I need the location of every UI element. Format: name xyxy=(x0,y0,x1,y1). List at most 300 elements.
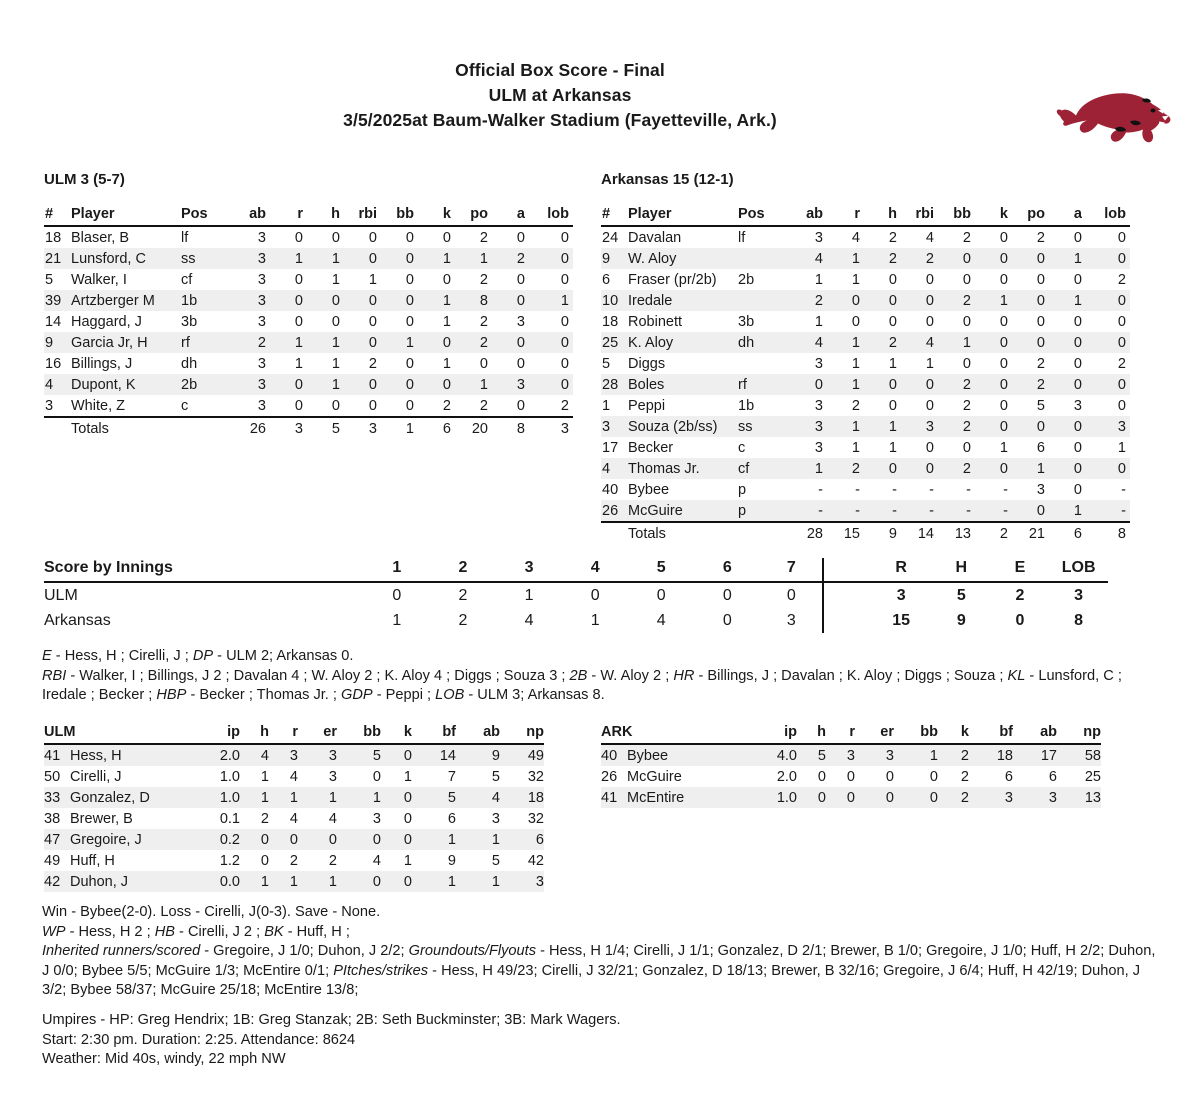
totals-rbi: 14 xyxy=(901,522,938,545)
row-r: 1 xyxy=(827,416,864,437)
row-h: 5 xyxy=(797,744,826,766)
row-ab: 0 xyxy=(790,374,827,395)
row-h: 0 xyxy=(817,768,826,785)
row-k: 0 xyxy=(381,829,412,850)
totals-h: 9 xyxy=(864,522,901,545)
row-ab: 1 xyxy=(790,458,827,479)
row-rbi: 0 xyxy=(925,397,934,414)
col-bf: bf xyxy=(969,723,1013,744)
row-bb: 1 xyxy=(381,332,418,353)
inning-5-runs: 0 xyxy=(656,586,666,604)
table-row xyxy=(601,248,1130,269)
notes-2b-values: - W. Aloy 2 ; xyxy=(587,667,674,684)
table-row xyxy=(601,458,1130,479)
row-po: 5 xyxy=(1036,397,1045,414)
table-row xyxy=(601,332,1130,353)
row-ab: 3 xyxy=(233,248,270,269)
row-ab: 4 xyxy=(456,787,500,808)
row-number: 41 xyxy=(44,744,70,766)
row-player: Fraser (pr/2b) xyxy=(628,271,717,288)
row-lob: 0 xyxy=(1086,290,1130,311)
row-number: 50 xyxy=(44,768,61,785)
row-k: 2 xyxy=(442,397,451,414)
row-player: Iredale xyxy=(628,290,732,311)
row-number: 10 xyxy=(601,290,628,311)
row-np: 42 xyxy=(527,852,544,869)
totals-k: 6 xyxy=(418,417,455,440)
row-ip: 2.0 xyxy=(776,768,797,785)
col-ip: ip xyxy=(757,723,797,744)
row-a: 0 xyxy=(516,397,525,414)
row-h: 0 xyxy=(864,374,901,395)
row-bb: 2 xyxy=(962,397,971,414)
col-bb: bb xyxy=(894,723,938,744)
row-k: 0 xyxy=(418,374,455,395)
row-bb: 0 xyxy=(962,313,971,330)
row-a: 0 xyxy=(492,332,529,353)
arkansas-team-heading: Arkansas 15 (12-1) xyxy=(601,171,734,188)
row-number: 6 xyxy=(602,271,611,288)
row-bb: 0 xyxy=(381,374,418,395)
row-player: Bybee xyxy=(628,481,670,498)
row-bb: 0 xyxy=(962,271,971,288)
row-player: Garcia Jr, H xyxy=(71,332,175,353)
inning-2-runs: 2 xyxy=(458,611,468,629)
table-header-row xyxy=(44,205,573,226)
row-bf: 1 xyxy=(412,829,456,850)
total-hits: 9 xyxy=(956,611,966,629)
row-a: 3 xyxy=(516,313,525,330)
row-r: 0 xyxy=(294,229,303,246)
row-position: rf xyxy=(175,332,233,353)
col-inning-5: 5 xyxy=(628,558,694,582)
row-bb: 2 xyxy=(938,290,975,311)
row-k: 1 xyxy=(418,248,455,269)
col-ab: ab xyxy=(790,205,827,226)
col-runs: R xyxy=(823,558,932,582)
table-row xyxy=(601,353,1130,374)
row-lob: 2 xyxy=(1117,271,1126,288)
row-rbi: 0 xyxy=(368,313,377,330)
wp-hb-bk-line xyxy=(42,923,1157,943)
totals-blank xyxy=(44,417,71,440)
row-po: 2 xyxy=(479,313,488,330)
row-number: 4 xyxy=(44,374,71,395)
row-player: Boles xyxy=(628,374,732,395)
row-pitcher: Gregoire, J xyxy=(70,829,200,850)
row-rbi: - xyxy=(901,500,938,522)
ulm-batting-table xyxy=(44,205,573,440)
row-lob: 1 xyxy=(1117,439,1126,456)
col-inning-6: 6 xyxy=(694,558,760,582)
row-pitcher: Huff, H xyxy=(70,852,115,869)
row-number: 40 xyxy=(601,744,627,766)
row-rbi: 0 xyxy=(925,271,934,288)
row-k: 0 xyxy=(975,248,1012,269)
table-row xyxy=(601,226,1130,248)
col-h: h xyxy=(240,723,269,744)
row-r: - xyxy=(855,481,860,498)
totals-k: 2 xyxy=(975,522,1012,545)
totals-a: 6 xyxy=(1049,522,1086,545)
row-po: 2 xyxy=(479,271,488,288)
row-player: Davalan xyxy=(628,229,682,246)
row-h: 2 xyxy=(864,332,901,353)
row-r: 1 xyxy=(827,332,864,353)
row-player: Dupont, K xyxy=(71,374,175,395)
score-by-innings-table xyxy=(44,558,1108,633)
row-r: 3 xyxy=(269,744,298,766)
row-lob: - xyxy=(1121,481,1126,498)
row-np: 49 xyxy=(500,744,544,766)
col-np: np xyxy=(1057,723,1101,744)
notes-lob-values: - ULM 3; Arkansas 8. xyxy=(464,687,605,703)
row-player: Diggs xyxy=(628,355,666,372)
row-position: 2b xyxy=(175,374,233,395)
row-h: 1 xyxy=(307,332,344,353)
row-number: 33 xyxy=(44,787,70,808)
row-ab: 3 xyxy=(257,271,266,288)
row-h: 1 xyxy=(331,271,340,288)
innings-row xyxy=(44,608,1108,633)
col-bb: bb xyxy=(337,723,381,744)
row-number: 18 xyxy=(45,229,62,246)
label-e: E xyxy=(42,648,52,664)
col-po: po xyxy=(1012,205,1049,226)
row-player: Walker, I xyxy=(71,271,127,288)
row-number: 17 xyxy=(602,439,619,456)
row-rbi: 0 xyxy=(344,374,381,395)
groundouts-values: - Hess, H 1/4; Cirelli, J 1/1; Gonzalez, D 2/1; Brewer, B 1/0; Gregoire, J 1/0; Huff, H 2/2; Duhon, J 0/0; Bybee 5/5; McGuire 1/3; McEntire 0/1; xyxy=(42,943,1156,979)
inning-2-runs: 2 xyxy=(458,586,468,604)
row-rbi: 0 xyxy=(901,374,938,395)
row-position: p xyxy=(738,481,747,498)
row-rbi: 0 xyxy=(344,248,381,269)
totals-label: Totals xyxy=(71,417,175,440)
row-a: 3 xyxy=(1073,397,1082,414)
row-po: 1 xyxy=(455,374,492,395)
title-line-3: 3/5/2025at Baum-Walker Stadium (Fayetteville, Ark.) xyxy=(343,110,777,130)
table-row xyxy=(601,374,1130,395)
label-rbi: RBI xyxy=(42,667,67,684)
row-rbi: 1 xyxy=(368,271,377,288)
col-r: r xyxy=(826,723,855,744)
row-ab: - xyxy=(790,500,827,522)
table-row xyxy=(44,332,573,353)
game-info xyxy=(42,1011,1157,1070)
table-row xyxy=(44,808,544,829)
label-wp: WP xyxy=(42,923,66,940)
row-k: 0 xyxy=(403,810,412,827)
row-pitcher: McGuire xyxy=(627,768,682,785)
col-player: Player xyxy=(71,205,175,226)
col-h: h xyxy=(307,205,344,226)
row-bb: 2 xyxy=(938,458,975,479)
label-kl: KL xyxy=(1007,667,1026,684)
row-k: 1 xyxy=(442,355,451,372)
row-bb: 1 xyxy=(337,787,381,808)
row-ab: 9 xyxy=(456,744,500,766)
row-position: rf xyxy=(732,374,790,395)
row-h: 1 xyxy=(888,439,897,456)
row-ip: 4.0 xyxy=(757,744,797,766)
totals-row xyxy=(44,417,573,440)
col-er: er xyxy=(855,723,894,744)
row-number: 41 xyxy=(601,787,627,808)
row-er: 0 xyxy=(885,768,894,785)
row-player: Blaser, B xyxy=(71,229,130,246)
row-number: 5 xyxy=(602,355,611,372)
notes-e-values: - Hess, H ; Cirelli, J ; xyxy=(51,648,193,664)
row-a: 0 xyxy=(1073,481,1082,498)
row-lob: 2 xyxy=(1117,355,1126,372)
table-row xyxy=(44,374,573,395)
inning-1-runs: 0 xyxy=(392,586,402,604)
decision-line: Win - Bybee(2-0). Loss - Cirelli, J(0-3). Save - None. xyxy=(42,904,381,920)
row-a: 0 xyxy=(516,229,525,246)
col-bb: bb xyxy=(938,205,975,226)
row-bb: 0 xyxy=(405,229,414,246)
row-r: 4 xyxy=(289,810,298,827)
arkansas-pitching-table xyxy=(601,723,1101,808)
row-rbi: 0 xyxy=(925,313,934,330)
inning-3-runs: 1 xyxy=(524,586,534,604)
row-rbi: 2 xyxy=(901,248,938,269)
col-errors: E xyxy=(991,558,1050,582)
row-k: 2 xyxy=(960,768,969,785)
row-player: Thomas Jr. xyxy=(628,458,732,479)
row-r: - xyxy=(827,500,864,522)
col-inning-4: 4 xyxy=(562,558,628,582)
pitching-header-row xyxy=(601,723,1101,744)
row-er: 0 xyxy=(298,829,337,850)
row-number: 4 xyxy=(601,458,628,479)
row-lob: 0 xyxy=(560,355,569,372)
row-po: 2 xyxy=(479,229,488,246)
row-pitcher: Brewer, B xyxy=(70,810,133,827)
row-h: 0 xyxy=(888,313,897,330)
bk-values: - Huff, H ; xyxy=(283,923,350,940)
row-ip: 2.0 xyxy=(200,744,240,766)
row-po: 2 xyxy=(1036,229,1045,246)
col-lob-total: LOB xyxy=(1049,558,1108,582)
totals-ab: 28 xyxy=(790,522,827,545)
row-r: 0 xyxy=(270,374,307,395)
row-number: 16 xyxy=(45,355,62,372)
ulm-pitching-body xyxy=(44,744,544,892)
row-ab: 6 xyxy=(1048,768,1057,785)
row-position: ss xyxy=(732,416,790,437)
col-inning-7: 7 xyxy=(760,558,823,582)
row-ab: 3 xyxy=(814,439,823,456)
row-a: 1 xyxy=(1049,248,1086,269)
row-bb: 0 xyxy=(405,355,414,372)
row-po: 0 xyxy=(1036,313,1045,330)
row-er: 4 xyxy=(328,810,337,827)
row-number: 5 xyxy=(45,271,54,288)
row-ab: 3 xyxy=(257,397,266,414)
total-lob: 8 xyxy=(1074,611,1084,629)
row-h: - xyxy=(892,481,897,498)
totals-pos xyxy=(732,522,790,545)
row-po: 0 xyxy=(1036,271,1045,288)
row-rbi: 1 xyxy=(925,355,934,372)
totals-ab: 26 xyxy=(233,417,270,440)
col-rbi: rbi xyxy=(344,205,381,226)
row-number: 26 xyxy=(601,500,628,522)
label-hb: HB xyxy=(154,923,175,940)
row-bb: 2 xyxy=(962,229,971,246)
row-a: 0 xyxy=(1073,313,1082,330)
row-ip: 1.0 xyxy=(757,787,797,808)
row-h: 0 xyxy=(240,829,269,850)
row-number: 49 xyxy=(44,852,61,869)
row-ab: 1 xyxy=(456,829,500,850)
row-po: 2 xyxy=(455,332,492,353)
title-line-1: Official Box Score - Final xyxy=(455,60,665,80)
row-po: 8 xyxy=(455,290,492,311)
table-row xyxy=(44,290,573,311)
innings-body xyxy=(44,582,1108,633)
total-runs: 15 xyxy=(892,611,911,629)
innings-team-name: Arkansas xyxy=(44,611,111,629)
row-po: 0 xyxy=(1012,290,1049,311)
row-r: 2 xyxy=(289,852,298,869)
col-ab: ab xyxy=(233,205,270,226)
col-k: k xyxy=(938,723,969,744)
row-player: Becker xyxy=(628,439,674,456)
row-a: 1 xyxy=(1049,500,1086,522)
row-bb: 2 xyxy=(938,416,975,437)
row-bb: - xyxy=(966,481,971,498)
row-position: ss xyxy=(175,248,233,269)
row-pitcher: Duhon, J xyxy=(70,871,200,892)
row-position: lf xyxy=(181,229,189,246)
row-k: 0 xyxy=(999,271,1008,288)
row-r: 1 xyxy=(851,355,860,372)
col-inning-3: 3 xyxy=(496,558,562,582)
row-position: c xyxy=(738,439,746,456)
label-hr: HR xyxy=(673,667,695,684)
col-er: er xyxy=(298,723,337,744)
col-bf: bf xyxy=(412,723,456,744)
row-r: 1 xyxy=(827,374,864,395)
col-r: r xyxy=(269,723,298,744)
row-number: 42 xyxy=(44,871,70,892)
table-row xyxy=(44,766,544,787)
row-a: 0 xyxy=(1073,355,1082,372)
label-gdp: GDP xyxy=(341,687,373,703)
inning-4-runs: 1 xyxy=(590,611,600,629)
row-po: 0 xyxy=(1012,248,1049,269)
label-hbp: HBP xyxy=(156,687,187,703)
table-row xyxy=(44,744,544,766)
col-k: k xyxy=(975,205,1012,226)
row-a: 0 xyxy=(1073,271,1082,288)
row-bf: 14 xyxy=(412,744,456,766)
row-r: 1 xyxy=(851,271,860,288)
table-row xyxy=(601,479,1130,500)
row-r: 0 xyxy=(827,290,864,311)
row-r: 2 xyxy=(851,397,860,414)
row-ab: 3 xyxy=(1013,787,1057,808)
row-er: 1 xyxy=(298,787,337,808)
row-number: 24 xyxy=(602,229,619,246)
row-rbi: 0 xyxy=(901,290,938,311)
row-h: 0 xyxy=(797,787,826,808)
title-line-2: ULM at Arkansas xyxy=(488,85,632,105)
row-bb: 0 xyxy=(372,768,381,785)
inning-6-runs: 0 xyxy=(722,586,732,604)
row-pitcher: Gonzalez, D xyxy=(70,787,200,808)
row-r: 0 xyxy=(269,829,298,850)
row-bb: 0 xyxy=(381,290,418,311)
totals-bb: 1 xyxy=(381,417,418,440)
row-position: cf xyxy=(732,458,790,479)
row-position: 1b xyxy=(175,290,233,311)
row-r: 1 xyxy=(294,355,303,372)
row-k: 0 xyxy=(999,229,1008,246)
row-rbi: 4 xyxy=(925,229,934,246)
row-h: 0 xyxy=(888,271,897,288)
row-h: 1 xyxy=(331,355,340,372)
row-player: K. Aloy xyxy=(628,332,732,353)
table-row xyxy=(44,829,544,850)
row-a: 0 xyxy=(1073,229,1082,246)
row-ab: 2 xyxy=(790,290,827,311)
row-lob: - xyxy=(1086,500,1130,522)
row-r: 0 xyxy=(851,313,860,330)
row-a: 0 xyxy=(1049,332,1086,353)
col-r: r xyxy=(827,205,864,226)
row-r: 0 xyxy=(270,290,307,311)
row-lob: 0 xyxy=(1086,248,1130,269)
row-number: 28 xyxy=(601,374,628,395)
table-row xyxy=(601,787,1101,808)
notes-rbi-values: - Walker, I ; Billings, J 2 ; Davalan 4 ; W. Aloy 2 ; K. Aloy 4 ; Diggs ; Souza 3 ; xyxy=(66,667,570,684)
row-a: 0 xyxy=(516,271,525,288)
row-k: 2 xyxy=(938,787,969,808)
row-bb: 0 xyxy=(381,248,418,269)
table-row xyxy=(44,269,573,290)
col-rbi: rbi xyxy=(901,205,938,226)
row-h: - xyxy=(864,500,901,522)
row-r: 1 xyxy=(269,787,298,808)
row-po: 0 xyxy=(1012,500,1049,522)
row-bb: 0 xyxy=(894,787,938,808)
row-k: 1 xyxy=(999,439,1008,456)
row-bb: 0 xyxy=(405,271,414,288)
row-k: 0 xyxy=(975,458,1012,479)
col-np: np xyxy=(500,723,544,744)
row-po: 2 xyxy=(1036,355,1045,372)
row-position xyxy=(732,290,790,311)
col-h: h xyxy=(797,723,826,744)
row-bb: 2 xyxy=(938,374,975,395)
row-np: 18 xyxy=(500,787,544,808)
row-h: 0 xyxy=(888,397,897,414)
row-h: 2 xyxy=(864,248,901,269)
col-bb: bb xyxy=(381,205,418,226)
pitching-team-label: ARK xyxy=(601,723,757,744)
row-rbi: 0 xyxy=(368,397,377,414)
row-lob: 0 xyxy=(1086,332,1130,353)
row-h: 1 xyxy=(307,248,344,269)
row-bf: 18 xyxy=(969,744,1013,766)
row-r: 4 xyxy=(851,229,860,246)
notes-line-rbi xyxy=(42,667,1154,706)
row-player: Peppi xyxy=(628,397,666,414)
